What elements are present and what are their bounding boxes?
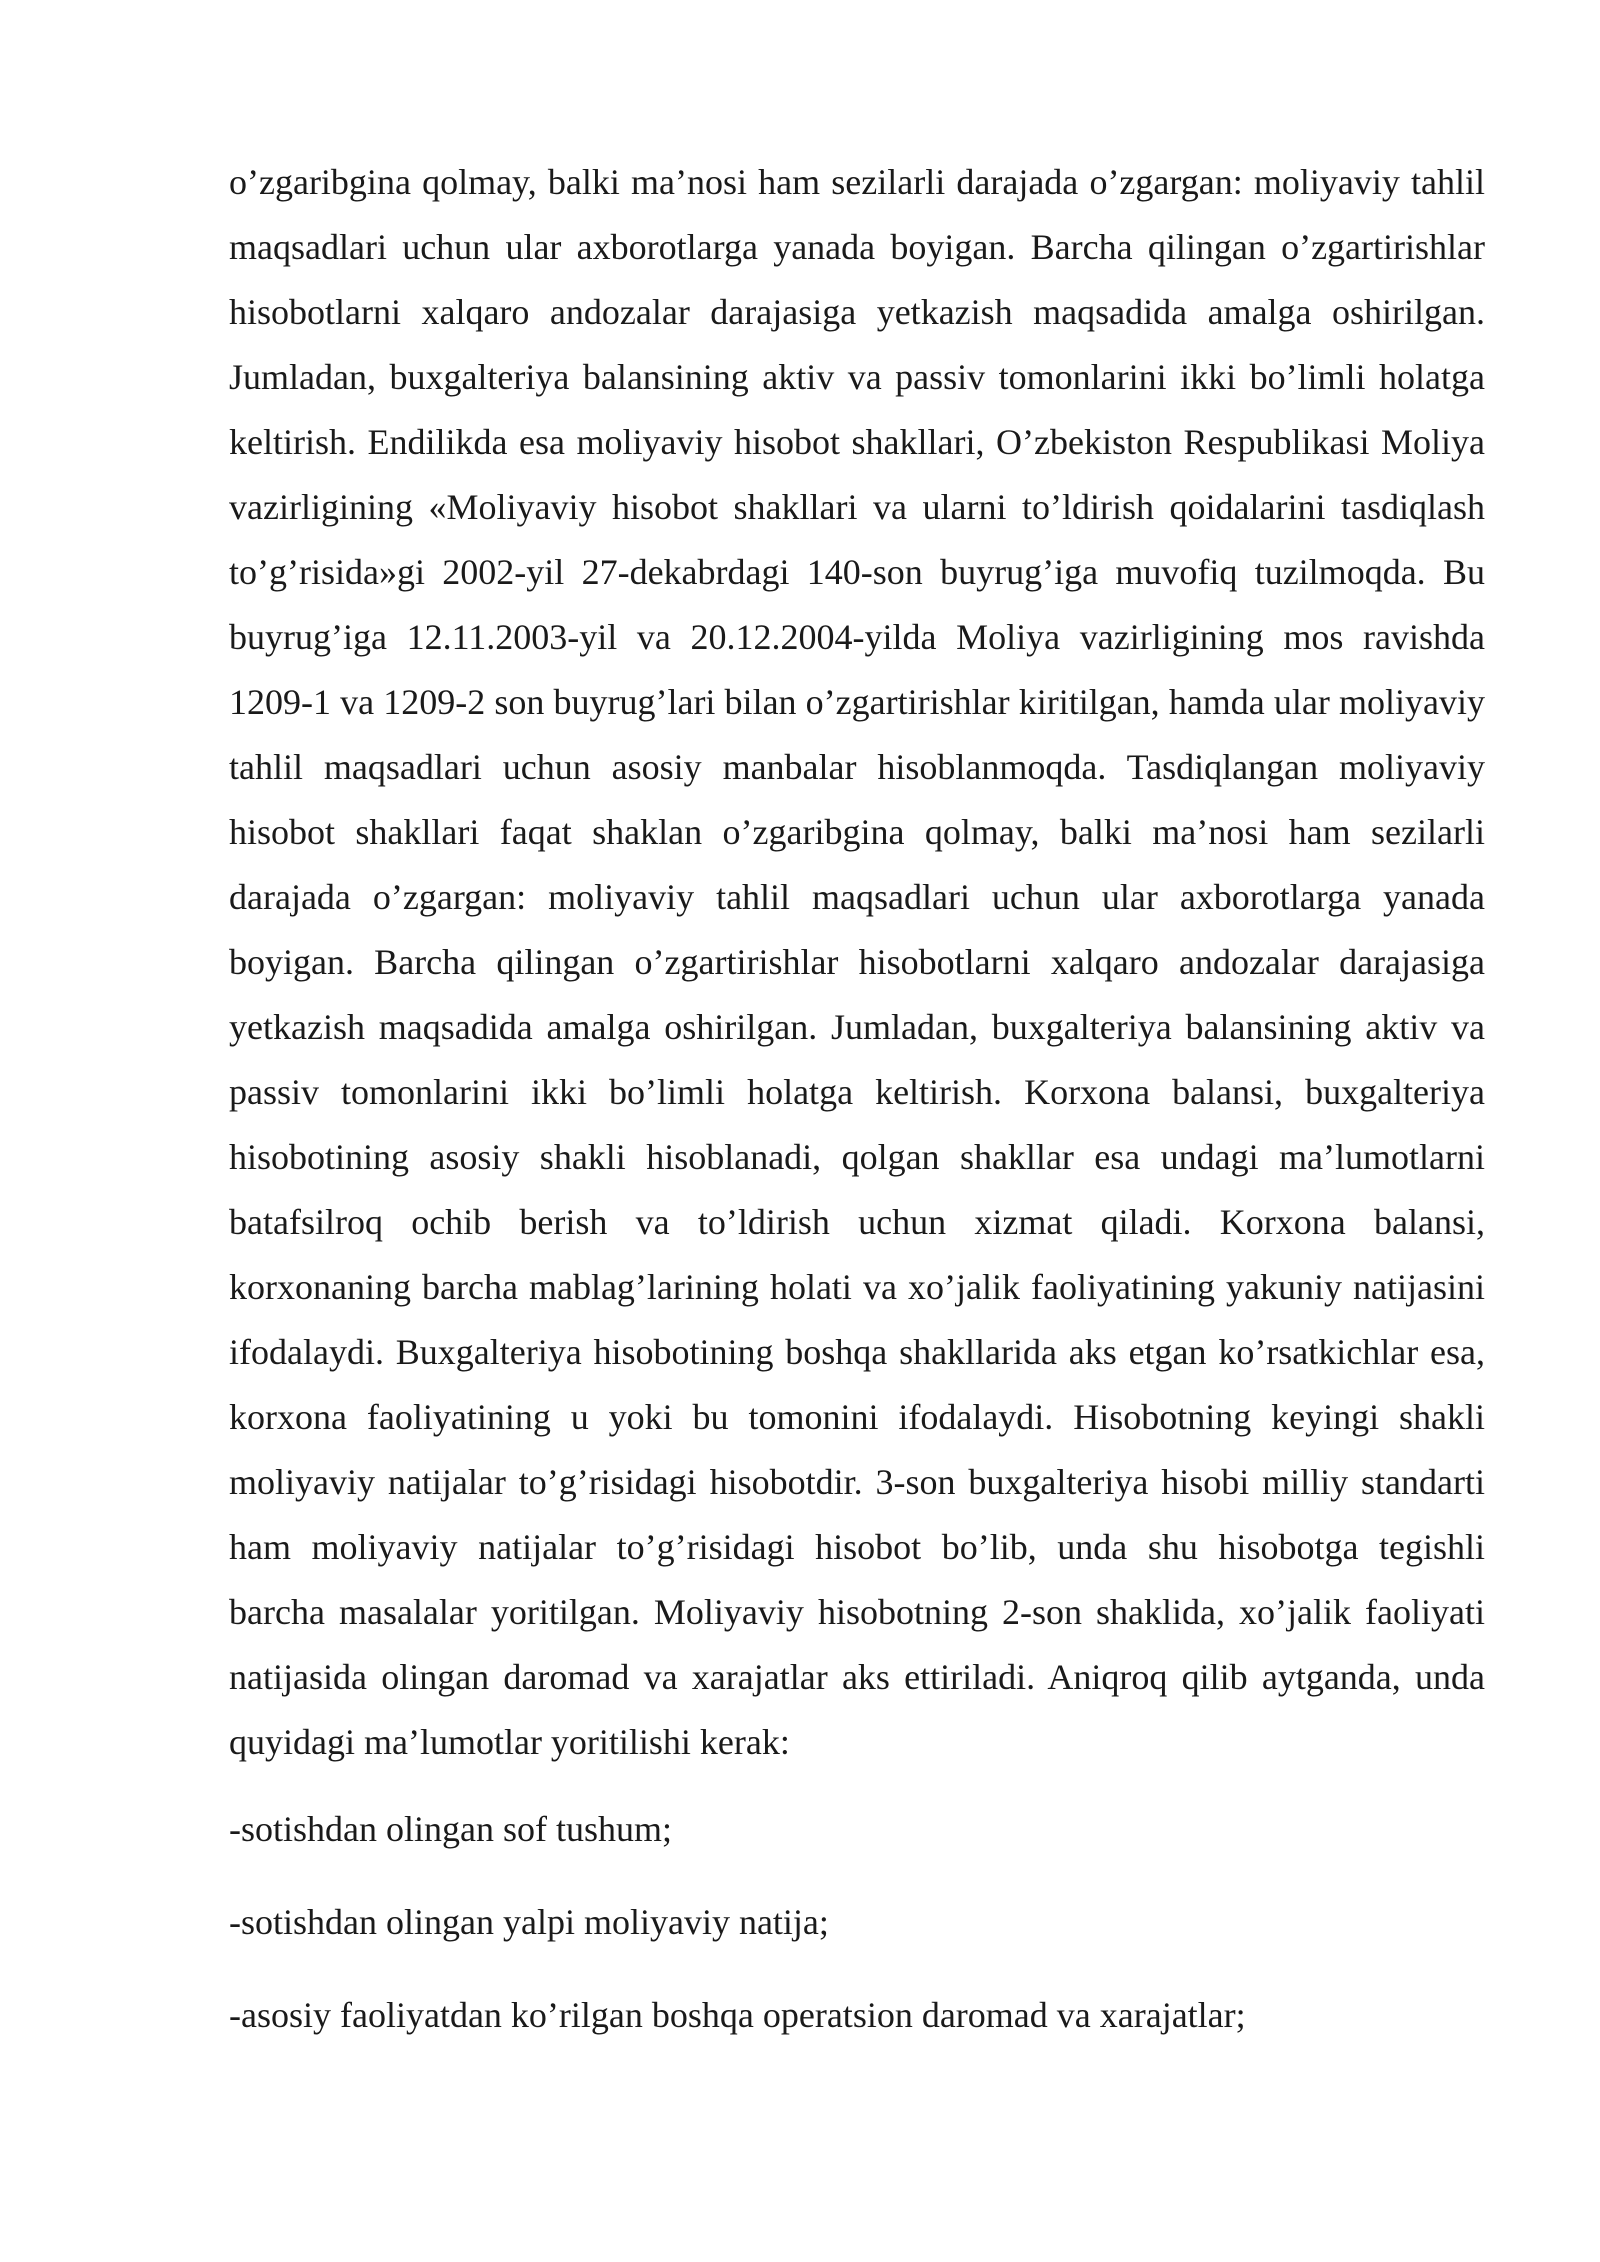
- list-item: -sotishdan olingan yalpi moliyaviy natija;: [229, 1902, 829, 1942]
- bullet-list: [229, 1797, 1485, 2048]
- text-column: [229, 150, 1485, 2076]
- list-item: -sotishdan olingan sof tushum;: [229, 1809, 672, 1849]
- body-paragraph: o’zgaribgina qolmay, balki ma’nosi ham sezilarli darajada o’zgargan: moliyaviy tahlil maqsadlari uchun ular axborotlarga yanada boyigan. Barcha qilingan o’zgartirishlar hisobotlarni xalqaro andozalar darajasiga yetkazish maqsadida amalga oshirilgan. Jumladan, buxgalteriya balansining aktiv va passiv tomonlarini ikki bo’limli holatga keltirish. Endilikda esa moliyaviy hisobot shakllari, O’zbekiston Respublikasi Moliya vazirligining «Moliyaviy hisobot shakllari va ularni to’ldirish qoidalarini tasdiqlash to’g’risida»gi 2002-yil 27-dekabrdagi 140-son buyrug’iga muvofiq tuzilmoqda. Bu buyrug’iga 12.11.2003-yil va 20.12.2004-yilda Moliya vazirligining mos ravishda 1209-1 va 1209-2 son buyrug’lari bilan o’zgartirishlar kiritilgan, hamda ular moliyaviy tahlil maqsadlari uchun asosiy manbalar hisoblanmoqda. Tasdiqlangan moliyaviy hisobot shakllari faqat shaklan o’zgaribgina qolmay, balki ma’nosi ham sezilarli darajada o’zgargan: moliyaviy tahlil maqsadlari uchun ular axborotlarga yanada boyigan. Barcha qilingan o’zgartirishlar hisobotlarni xalqaro andozalar darajasiga yetkazish maqsadida amalga oshirilgan. Jumladan, buxgalteriya balansining aktiv va passiv tomonlarini ikki bo’limli holatga keltirish. Korxona balansi, buxgalteriya hisobotining asosiy shakli hisoblanadi, qolgan shakllar esa undagi ma’lumotlarni batafsilroq ochib berish va to’ldirish uchun xizmat qiladi. Korxona balansi, korxonaning barcha mablag’larining holati va xo’jalik faoliyatining yakuniy natijasini ifodalaydi. Buxgalteriya hisobotining boshqa shakllarida aks etgan ko’rsatkichlar esa, korxona faoliyatining u yoki bu tomonini ifodalaydi. Hisobotning keyingi shakli moliyaviy natijalar to’g’risidagi hisobotdir. 3-son buxgalteriya hisobi milliy standarti ham moliyaviy natijalar to’g’risidagi hisobot bo’lib, unda shu hisobotga tegishli barcha masalalar yoritilgan. Moliyaviy hisobotning 2-son shaklida, xo’jalik faoliyati natijasida olingan daromad va xarajatlar aks ettiriladi. Aniqroq qilib aytganda, unda quyidagi ma’lumotlar yoritilishi kerak:: [229, 162, 1485, 1762]
- list-item: -asosiy faoliyatdan ko’rilgan boshqa operatsion daromad va xarajatlar;: [229, 1995, 1246, 2035]
